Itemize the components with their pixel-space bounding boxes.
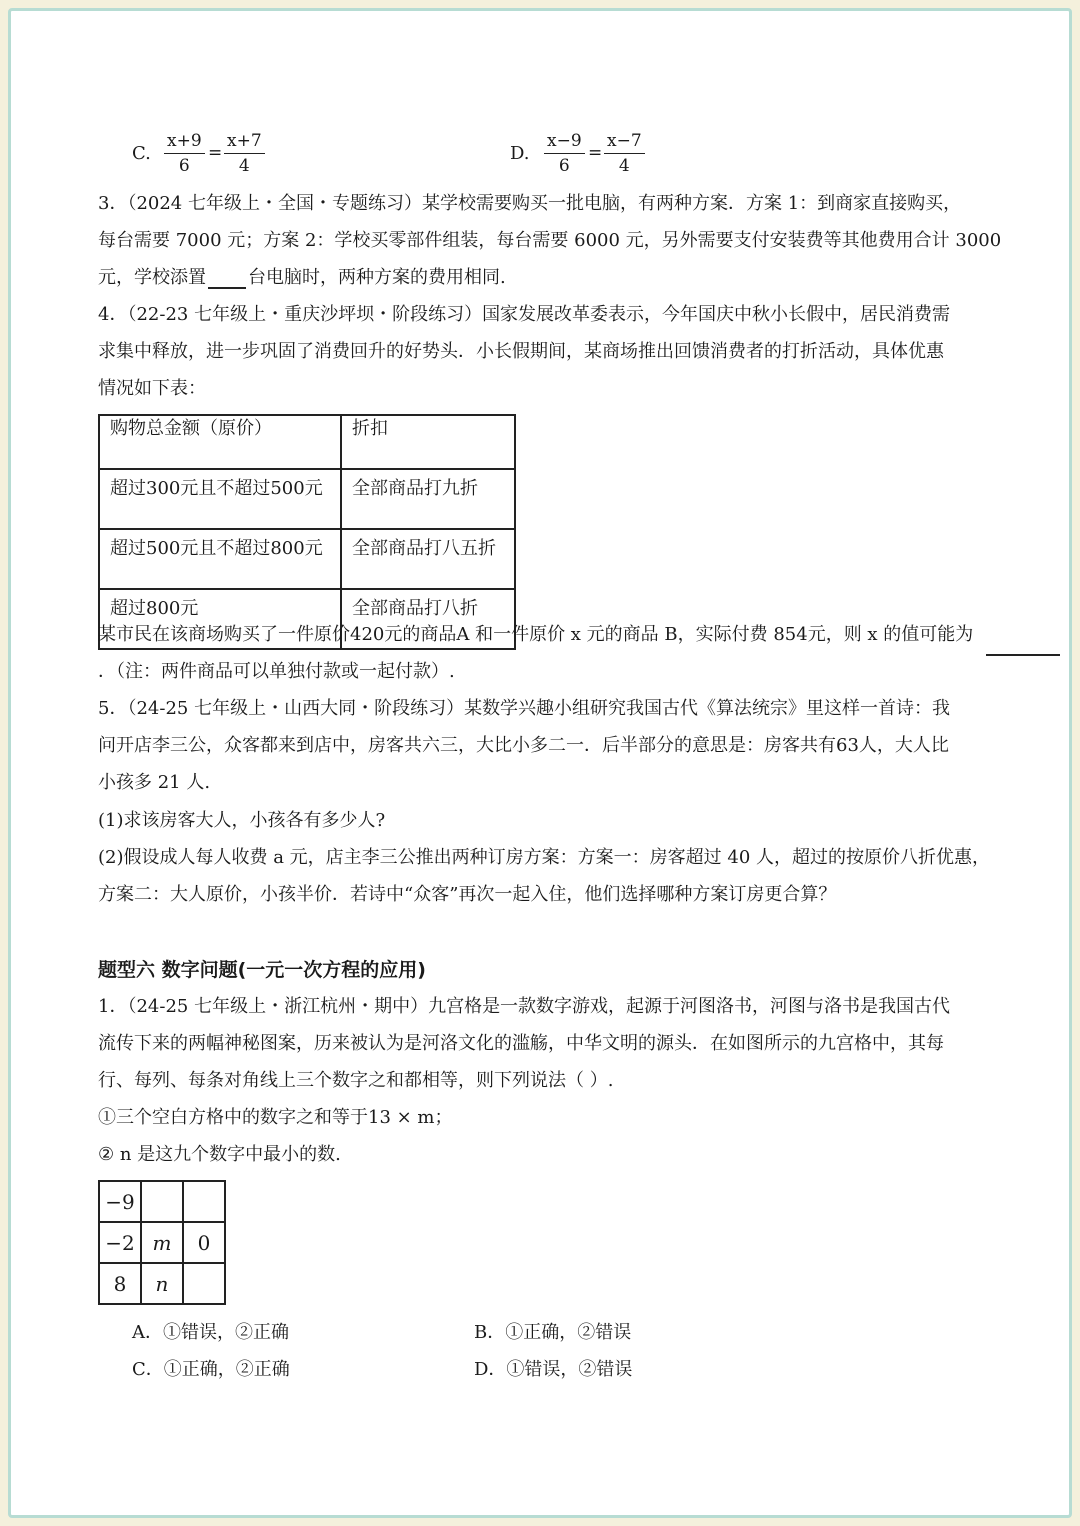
q5-sub-2-line-1: (2)假设成人每人收费 a 元，店主李三公推出两种订房方案：方案一：房客超过 40 人，超过的按原价八折优惠， [98,847,991,868]
q5-line-1: 5．（24-25 七年级上・山西大同・阶段练习）某数学兴趣小组研究我国古代《算法统宗》里这样一首诗：我 [98,698,951,719]
q4-after-line-2: ．（注：两件商品可以单独付款或一起付款）. [98,661,455,682]
grid-cell [183,1181,225,1222]
q5-sub-1: (1)求该房客大人，小孩各有多少人? [98,810,386,831]
grid-cell [183,1263,225,1304]
fraction-denominator: 6 [558,156,570,176]
grid-row [99,1181,225,1222]
q3-line-3 [98,267,506,289]
table-row [99,469,515,529]
fraction-d-right [604,130,645,178]
q3-line-3-post: 台电脑时，两种方案的费用相同. [248,267,506,288]
q3-line-3-pre: 元，学校添置 [98,267,206,288]
discount-table [98,414,516,650]
q5-line-2: 问开店李三公，众客都来到店中，房客共六三，大比小多二一．后半部分的意思是：房客共有63人，大人比 [98,735,949,756]
table-cell: 全部商品打九折 [341,469,515,529]
fraction-d-left [544,130,585,178]
fraction-denominator: 4 [618,156,630,176]
option-c-label: C. [132,143,151,164]
q5-sub-2-line-2: 方案二：大人原价，小孩半价．若诗中“众客”再次一起入住，他们选择哪种方案订房更合算？ [98,884,837,905]
option-b[interactable]: B．①正确，②错误 [474,1322,632,1343]
fraction-c-left [164,130,205,178]
table-cell: 全部商品打八五折 [341,529,515,589]
statement-2: ② n 是这九个数字中最小的数. [98,1144,341,1165]
fraction-denominator: 4 [238,156,250,176]
table-header-row [99,415,515,469]
q3-line-1: 3．（2024 七年级上・全国・专题练习）某学校需要购买一批电脑，有两种方案．方案 1：到商家直接购买， [98,193,962,214]
q4-after-line-1: 某市民在该商场购买了一件原价420元的商品A 和一件原价 x 元的商品 B，实际付费 854元，则 x 的值可能为 [98,624,974,645]
table-cell: 全部商品打八折 [341,589,515,649]
q4-line-2: 求集中释放，进一步巩固了消费回升的好势头．小长假期间，某商场推出回馈消费者的打折活动，具体优惠 [98,341,944,362]
table-cell: 超过300元且不超过500元 [99,469,341,529]
fraction-numerator: x−7 [604,130,645,154]
q5-line-3: 小孩多 21 人. [98,772,211,793]
grid-cell: n [141,1263,183,1304]
fraction-denominator: 6 [178,156,190,176]
table-cell: 超过800元 [99,589,341,649]
s6-q1-line-2: 流传下来的两幅神秘图案，历来被认为是河洛文化的滥觞，中华文明的源头．在如图所示的九宫格中，其每 [98,1033,944,1054]
grid-cell: m [141,1222,183,1263]
q4-line-1: 4．（22-23 七年级上・重庆沙坪坝・阶段练习）国家发展改革委表示，今年国庆中秋小长假中，居民消费需 [98,304,951,325]
option-c[interactable]: C．①正确，②正确 [132,1359,290,1380]
nine-square-grid [98,1180,226,1305]
answer-blank[interactable] [986,654,1060,656]
equals-sign: = [588,143,603,163]
fraction-numerator: x+9 [164,130,205,154]
q4-line-3: 情况如下表： [98,378,206,399]
equals-sign: = [208,143,223,163]
option-d-label: D. [510,143,530,164]
table-header-cell: 折扣 [341,415,515,469]
grid-cell: −9 [99,1181,141,1222]
fraction-c-right [224,130,265,178]
grid-cell: 8 [99,1263,141,1304]
section-heading: 题型六 数字问题(一元一次方程的应用) [98,959,426,981]
grid-row [99,1263,225,1304]
statement-1: ①三个空白方格中的数字之和等于13 × m； [98,1107,453,1128]
grid-cell: −2 [99,1222,141,1263]
s6-q1-line-3: 行、每列、每条对角线上三个数字之和都相等，则下列说法（ ）. [98,1070,614,1091]
fraction-numerator: x+7 [224,130,265,154]
table-header-cell: 购物总金额（原价） [99,415,341,469]
grid-cell [141,1181,183,1222]
grid-row [99,1222,225,1263]
option-a[interactable]: A．①错误，②正确 [132,1322,289,1343]
grid-cell: 0 [183,1222,225,1263]
q3-line-2: 每台需要 7000 元；方案 2：学校买零部件组装，每台需要 6000 元，另外需要支付安装费等其他费用合计 3000 [98,230,1002,251]
s6-q1-line-1: 1．（24-25 七年级上・浙江杭州・期中）九宫格是一款数字游戏，起源于河图洛书，河图与洛书是我国古代 [98,996,951,1017]
option-d[interactable]: D．①错误，②错误 [474,1359,633,1380]
answer-blank[interactable] [208,269,246,289]
table-cell: 超过500元且不超过800元 [99,529,341,589]
table-row [99,529,515,589]
fraction-numerator: x−9 [544,130,585,154]
